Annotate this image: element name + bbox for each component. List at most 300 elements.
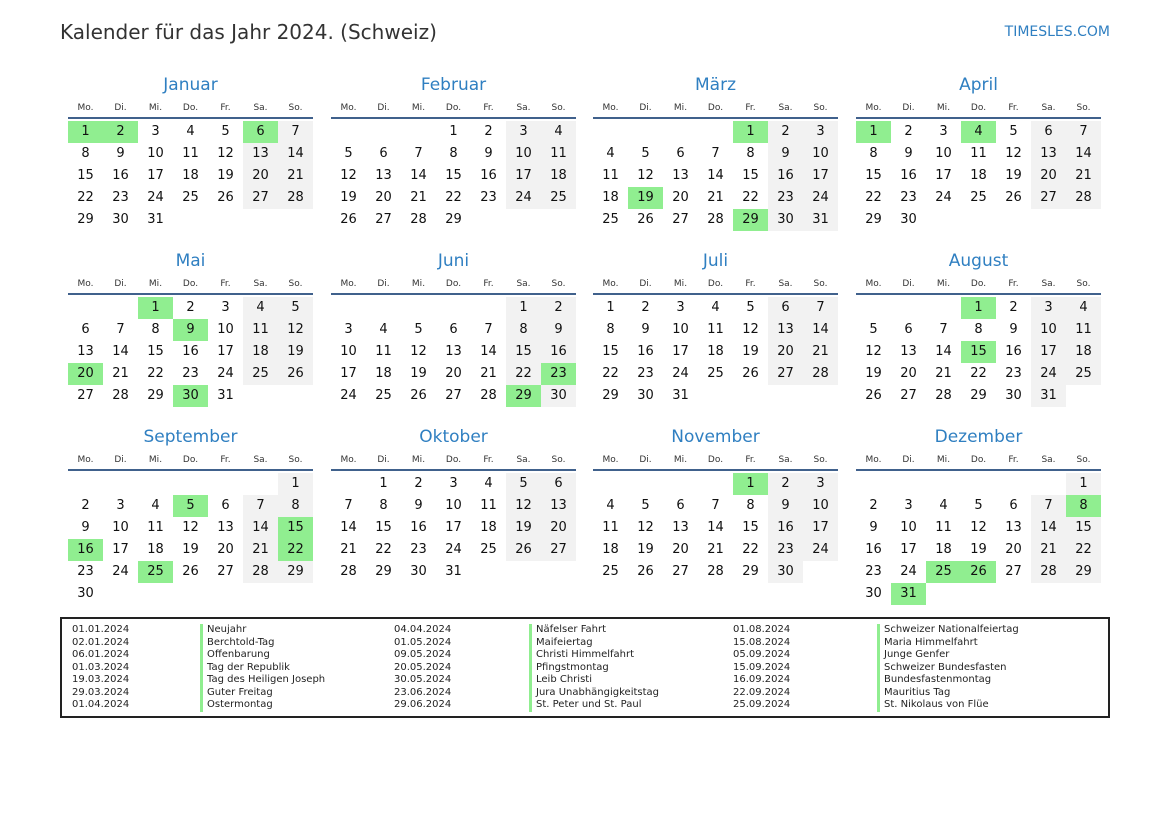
- day-cell: 22: [602, 366, 619, 381]
- day-cell: 9: [904, 146, 913, 161]
- day-cell: 18: [707, 344, 724, 359]
- weekend-day-cell: 6: [541, 473, 576, 495]
- week-row: [331, 121, 576, 143]
- month-11: [593, 427, 838, 599]
- weekend-day-cell: 9: [768, 143, 803, 165]
- weekday-label: Di.: [114, 279, 127, 289]
- week-row: [856, 385, 1101, 407]
- empty-cell: [331, 121, 366, 143]
- day-cell: 25: [182, 190, 199, 205]
- day-grid: [68, 297, 313, 407]
- empty-cell: [68, 297, 103, 319]
- weekday-label: So.: [551, 279, 566, 289]
- weekend-day-cell: 25: [1066, 363, 1101, 385]
- weekday-label: Di.: [902, 455, 915, 465]
- weekday-header: [856, 453, 1101, 467]
- week-row: [331, 143, 576, 165]
- day-cell: 30: [112, 212, 129, 227]
- week-row: [593, 297, 838, 319]
- day-cell: 21: [410, 190, 427, 205]
- weekday-label: Di.: [114, 103, 127, 113]
- weekend-day-cell: 13: [1031, 143, 1066, 165]
- day-cell: 27: [217, 564, 234, 579]
- day-cell: 26: [410, 388, 427, 403]
- weekend-day-cell: 13: [243, 143, 278, 165]
- weekday-label: Do.: [445, 103, 462, 113]
- day-cell: 12: [865, 344, 882, 359]
- empty-cell: [698, 473, 733, 495]
- week-row: [856, 297, 1101, 319]
- month-name: März: [695, 75, 736, 95]
- weekday-label: Mi.: [411, 455, 426, 465]
- holiday-day-cell: 8: [1066, 495, 1101, 517]
- holiday-day-cell: 1: [961, 297, 996, 319]
- day-cell: 9: [116, 146, 125, 161]
- day-cell: 13: [375, 168, 392, 183]
- holiday-day-cell: 6: [243, 121, 278, 143]
- day-cell: 11: [935, 520, 952, 535]
- day-cell: 8: [746, 146, 755, 161]
- week-row: [68, 341, 313, 363]
- day-cell: 14: [935, 344, 952, 359]
- day-cell: 4: [711, 300, 720, 315]
- day-cell: 11: [480, 498, 497, 513]
- day-cell: 19: [410, 366, 427, 381]
- day-cell: 8: [746, 498, 755, 513]
- weekend-day-cell: 22: [506, 363, 541, 385]
- weekend-day-cell: 16: [768, 165, 803, 187]
- day-cell: 20: [672, 542, 689, 557]
- empty-cell: [926, 473, 961, 495]
- day-cell: 6: [379, 146, 388, 161]
- week-row: [68, 363, 313, 385]
- day-cell: 19: [340, 190, 357, 205]
- day-cell: 12: [410, 344, 427, 359]
- day-cell: 6: [1009, 498, 1018, 513]
- day-cell: 26: [637, 564, 654, 579]
- weekend-day-cell: 3: [803, 473, 838, 495]
- weekend-day-cell: 7: [803, 297, 838, 319]
- day-cell: 19: [742, 344, 759, 359]
- day-grid: [68, 473, 313, 605]
- week-row: [68, 319, 313, 341]
- holiday-name: Näfelser Fahrt: [529, 624, 659, 637]
- header-divider: [593, 293, 838, 295]
- day-cell: 7: [484, 322, 493, 337]
- day-cell: 14: [340, 520, 357, 535]
- empty-cell: [961, 473, 996, 495]
- day-cell: 27: [672, 212, 689, 227]
- weekend-day-cell: 10: [506, 143, 541, 165]
- day-cell: 9: [484, 146, 493, 161]
- day-cell: 31: [445, 564, 462, 579]
- weekend-day-cell: 1: [278, 473, 313, 495]
- weekday-label: Mi.: [148, 455, 163, 465]
- day-cell: 29: [970, 388, 987, 403]
- header-divider: [331, 469, 576, 471]
- day-cell: 28: [112, 388, 129, 403]
- week-row: [331, 297, 576, 319]
- day-cell: 9: [641, 322, 650, 337]
- day-cell: 14: [707, 520, 724, 535]
- empty-cell: [628, 473, 663, 495]
- weekday-label: Sa.: [1041, 103, 1056, 113]
- day-cell: 28: [935, 388, 952, 403]
- weekend-day-cell: 14: [1066, 143, 1101, 165]
- empty-cell: [103, 473, 138, 495]
- weekend-day-cell: 3: [506, 121, 541, 143]
- weekday-label: So.: [1076, 103, 1091, 113]
- week-row: [856, 583, 1101, 605]
- day-cell: 7: [344, 498, 353, 513]
- day-cell: 10: [935, 146, 952, 161]
- day-cell: 17: [217, 344, 234, 359]
- empty-cell: [366, 121, 401, 143]
- week-row: [68, 473, 313, 495]
- day-cell: 16: [1005, 344, 1022, 359]
- weekday-label: Do.: [182, 279, 199, 289]
- weekday-label: Do.: [970, 103, 987, 113]
- week-row: [856, 561, 1101, 583]
- empty-cell: [593, 473, 628, 495]
- holiday-day-cell: 25: [138, 561, 173, 583]
- day-cell: 12: [340, 168, 357, 183]
- weekend-day-cell: 5: [278, 297, 313, 319]
- month-6: [331, 251, 576, 423]
- day-cell: 12: [742, 322, 759, 337]
- weekend-day-cell: 9: [768, 495, 803, 517]
- day-cell: 27: [1005, 564, 1022, 579]
- day-cell: 28: [410, 212, 427, 227]
- header-divider: [593, 117, 838, 119]
- weekday-header: [593, 277, 838, 291]
- weekday-label: So.: [813, 455, 828, 465]
- day-cell: 15: [375, 520, 392, 535]
- day-cell: 26: [865, 388, 882, 403]
- week-row: [593, 209, 838, 231]
- weekend-day-cell: 10: [1031, 319, 1066, 341]
- weekend-day-cell: 27: [1031, 187, 1066, 209]
- day-cell: 17: [340, 366, 357, 381]
- day-cell: 30: [900, 212, 917, 227]
- empty-cell: [663, 473, 698, 495]
- day-cell: 4: [379, 322, 388, 337]
- week-row: [68, 583, 313, 605]
- day-cell: 19: [637, 542, 654, 557]
- empty-cell: [243, 583, 278, 605]
- day-cell: 26: [637, 212, 654, 227]
- header-divider: [68, 117, 313, 119]
- weekend-day-cell: 24: [506, 187, 541, 209]
- weekday-label: Mi.: [936, 279, 951, 289]
- week-row: [856, 517, 1101, 539]
- holiday-date-column: [733, 624, 790, 712]
- weekend-day-cell: 21: [243, 539, 278, 561]
- week-row: [593, 121, 838, 143]
- week-row: [68, 517, 313, 539]
- holiday-day-cell: 22: [278, 539, 313, 561]
- day-cell: 29: [445, 212, 462, 227]
- weekday-header: [593, 453, 838, 467]
- weekend-day-cell: 1: [506, 297, 541, 319]
- holiday-day-cell: 5: [173, 495, 208, 517]
- weekday-header: [68, 277, 313, 291]
- weekend-day-cell: 3: [803, 121, 838, 143]
- weekday-label: Mi.: [411, 279, 426, 289]
- day-cell: 2: [81, 498, 90, 513]
- empty-cell: [208, 209, 243, 231]
- week-row: [68, 495, 313, 517]
- day-cell: 8: [974, 322, 983, 337]
- day-cell: 21: [480, 366, 497, 381]
- holiday-date: 01.03.2024: [72, 661, 130, 673]
- weekday-label: Do.: [707, 103, 724, 113]
- day-cell: 1: [606, 300, 615, 315]
- day-cell: 30: [865, 586, 882, 601]
- weekend-day-cell: 18: [1066, 341, 1101, 363]
- day-grid: [856, 121, 1101, 231]
- weekday-label: Di.: [639, 103, 652, 113]
- week-row: [331, 209, 576, 231]
- day-cell: 25: [375, 388, 392, 403]
- week-row: [856, 473, 1101, 495]
- holiday-name-column: [200, 624, 325, 712]
- week-row: [331, 319, 576, 341]
- day-grid: [331, 297, 576, 407]
- week-row: [68, 165, 313, 187]
- day-cell: 13: [672, 168, 689, 183]
- day-cell: 15: [602, 344, 619, 359]
- day-cell: 24: [340, 388, 357, 403]
- day-cell: 8: [151, 322, 160, 337]
- weekday-label: Mo.: [340, 455, 357, 465]
- month-name: Juli: [702, 251, 729, 271]
- day-cell: 16: [637, 344, 654, 359]
- weekend-day-cell: 4: [243, 297, 278, 319]
- day-cell: 30: [410, 564, 427, 579]
- day-cell: 26: [217, 190, 234, 205]
- day-cell: 22: [865, 190, 882, 205]
- day-cell: 31: [147, 212, 164, 227]
- weekday-label: Di.: [377, 455, 390, 465]
- day-cell: 17: [445, 520, 462, 535]
- week-row: [68, 121, 313, 143]
- day-cell: 15: [742, 520, 759, 535]
- day-cell: 2: [484, 124, 493, 139]
- month-7: [593, 251, 838, 423]
- holiday-date: 23.06.2024: [394, 686, 452, 698]
- day-cell: 24: [147, 190, 164, 205]
- week-row: [856, 165, 1101, 187]
- weekend-day-cell: 17: [803, 165, 838, 187]
- week-row: [593, 539, 838, 561]
- weekday-label: So.: [551, 103, 566, 113]
- week-row: [68, 539, 313, 561]
- weekend-day-cell: 15: [1066, 517, 1101, 539]
- empty-cell: [733, 385, 768, 407]
- weekday-header: [68, 101, 313, 115]
- holiday-day-cell: 19: [628, 187, 663, 209]
- weekday-label: Mo.: [865, 279, 882, 289]
- weekend-day-cell: 12: [506, 495, 541, 517]
- day-cell: 23: [480, 190, 497, 205]
- day-cell: 6: [676, 146, 685, 161]
- empty-cell: [541, 561, 576, 583]
- weekday-label: Sa.: [253, 103, 268, 113]
- day-cell: 3: [344, 322, 353, 337]
- weekday-label: Di.: [377, 103, 390, 113]
- day-cell: 25: [480, 542, 497, 557]
- week-row: [593, 385, 838, 407]
- day-cell: 17: [147, 168, 164, 183]
- weekend-day-cell: 7: [1066, 121, 1101, 143]
- weekday-label: Mo.: [77, 455, 94, 465]
- weekend-day-cell: 16: [541, 341, 576, 363]
- weekday-label: So.: [288, 279, 303, 289]
- empty-cell: [593, 121, 628, 143]
- weekday-label: Mo.: [77, 103, 94, 113]
- week-row: [331, 561, 576, 583]
- weekend-day-cell: 24: [803, 187, 838, 209]
- weekday-label: So.: [813, 103, 828, 113]
- empty-cell: [138, 473, 173, 495]
- weekday-label: Do.: [445, 279, 462, 289]
- weekday-header: [331, 277, 576, 291]
- day-cell: 15: [77, 168, 94, 183]
- weekday-label: Fr.: [745, 279, 756, 289]
- holiday-name: Offenbarung: [200, 649, 325, 662]
- holiday-day-cell: 30: [173, 385, 208, 407]
- month-name: August: [948, 251, 1009, 271]
- empty-cell: [768, 385, 803, 407]
- weekday-label: Mi.: [148, 279, 163, 289]
- empty-cell: [278, 385, 313, 407]
- day-cell: 11: [182, 146, 199, 161]
- brand-link[interactable]: TIMESLES.COM: [1004, 24, 1110, 40]
- empty-cell: [663, 121, 698, 143]
- day-cell: 15: [147, 344, 164, 359]
- week-row: [331, 385, 576, 407]
- week-row: [856, 319, 1101, 341]
- day-cell: 13: [1005, 520, 1022, 535]
- weekend-day-cell: 2: [541, 297, 576, 319]
- weekend-day-cell: 26: [506, 539, 541, 561]
- holiday-date: 29.03.2024: [72, 686, 130, 698]
- holiday-day-cell: 25: [926, 561, 961, 583]
- day-cell: 26: [742, 366, 759, 381]
- weekend-day-cell: 17: [803, 517, 838, 539]
- header-divider: [68, 293, 313, 295]
- weekday-label: Mi.: [673, 279, 688, 289]
- day-cell: 21: [707, 542, 724, 557]
- weekend-day-cell: 11: [1066, 319, 1101, 341]
- empty-cell: [996, 473, 1031, 495]
- weekday-header: [68, 453, 313, 467]
- weekend-day-cell: 22: [1066, 539, 1101, 561]
- day-cell: 2: [904, 124, 913, 139]
- day-cell: 16: [182, 344, 199, 359]
- day-cell: 26: [1005, 190, 1022, 205]
- day-cell: 22: [77, 190, 94, 205]
- day-cell: 18: [480, 520, 497, 535]
- day-cell: 8: [869, 146, 878, 161]
- day-cell: 22: [445, 190, 462, 205]
- day-cell: 22: [147, 366, 164, 381]
- empty-cell: [243, 473, 278, 495]
- month-10: [331, 427, 576, 599]
- weekend-day-cell: 2: [768, 473, 803, 495]
- day-cell: 7: [711, 146, 720, 161]
- day-cell: 9: [869, 520, 878, 535]
- holiday-name: Pfingstmontag: [529, 662, 659, 675]
- weekend-day-cell: 6: [1031, 121, 1066, 143]
- day-cell: 31: [217, 388, 234, 403]
- weekend-day-cell: 21: [278, 165, 313, 187]
- day-cell: 18: [375, 366, 392, 381]
- holiday-name: Jura Unabhängigkeitstag: [529, 687, 659, 700]
- weekday-label: Mo.: [77, 279, 94, 289]
- day-cell: 18: [602, 190, 619, 205]
- weekend-day-cell: 4: [541, 121, 576, 143]
- weekend-day-cell: 6: [768, 297, 803, 319]
- month-name: September: [143, 427, 238, 447]
- week-row: [331, 495, 576, 517]
- weekday-label: So.: [288, 103, 303, 113]
- empty-cell: [471, 209, 506, 231]
- holiday-date: 29.06.2024: [394, 699, 452, 710]
- day-cell: 27: [77, 388, 94, 403]
- day-cell: 12: [970, 520, 987, 535]
- holiday-date: 06.01.2024: [72, 649, 130, 660]
- weekday-label: Fr.: [1008, 279, 1019, 289]
- day-cell: 5: [221, 124, 230, 139]
- week-row: [68, 143, 313, 165]
- holiday-day-cell: 20: [68, 363, 103, 385]
- weekday-label: Do.: [445, 455, 462, 465]
- weekend-day-cell: 31: [1031, 385, 1066, 407]
- day-cell: 11: [602, 520, 619, 535]
- weekend-day-cell: 25: [243, 363, 278, 385]
- day-cell: 18: [182, 168, 199, 183]
- day-cell: 30: [77, 586, 94, 601]
- month-name: Dezember: [934, 427, 1023, 447]
- holiday-date: 15.09.2024: [733, 661, 791, 673]
- weekend-day-cell: 17: [506, 165, 541, 187]
- day-cell: 5: [1009, 124, 1018, 139]
- week-row: [68, 385, 313, 407]
- empty-cell: [138, 583, 173, 605]
- month-3: [593, 75, 838, 247]
- weekend-day-cell: 28: [278, 187, 313, 209]
- weekday-label: Fr.: [1008, 455, 1019, 465]
- weekend-day-cell: 7: [278, 121, 313, 143]
- weekday-label: Mo.: [602, 103, 619, 113]
- holiday-date-column: [394, 624, 451, 712]
- day-cell: 14: [410, 168, 427, 183]
- day-cell: 7: [116, 322, 125, 337]
- empty-cell: [961, 583, 996, 605]
- week-row: [856, 143, 1101, 165]
- day-cell: 16: [900, 168, 917, 183]
- week-row: [593, 341, 838, 363]
- weekend-day-cell: 30: [768, 561, 803, 583]
- empty-cell: [996, 583, 1031, 605]
- day-cell: 3: [904, 498, 913, 513]
- month-name: November: [671, 427, 760, 447]
- day-cell: 23: [637, 366, 654, 381]
- day-cell: 5: [414, 322, 423, 337]
- day-cell: 11: [707, 322, 724, 337]
